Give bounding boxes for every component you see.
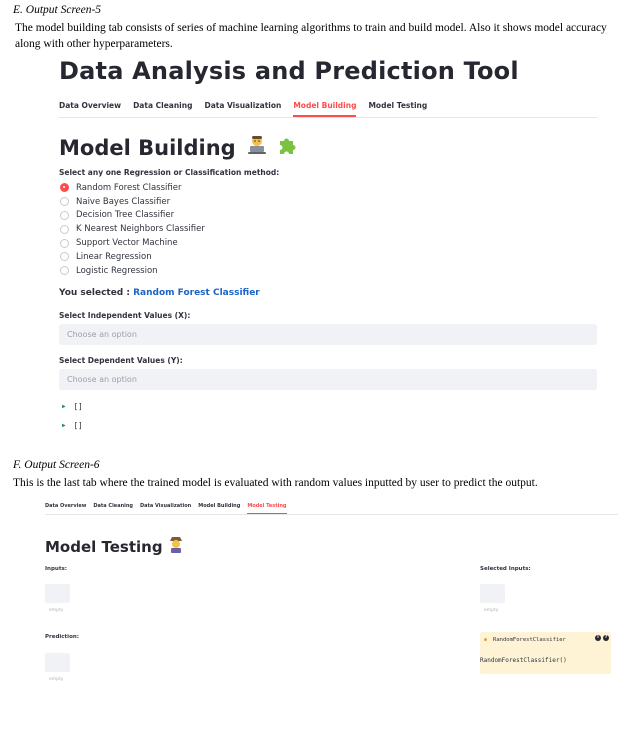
- inputs-label: Inputs:: [45, 566, 67, 572]
- tab-data-overview[interactable]: Data Overview: [45, 503, 87, 509]
- puzzle-icon: [276, 134, 298, 161]
- radio-label: Logistic Regression: [76, 265, 158, 276]
- tab-data-visualization[interactable]: Data Visualization: [139, 503, 192, 509]
- independent-label: Select Independent Values (X):: [59, 311, 191, 320]
- radio-icon[interactable]: [60, 197, 69, 206]
- radio-icon[interactable]: [60, 211, 69, 220]
- tab-bar: [59, 101, 427, 117]
- radio-option[interactable]: [60, 222, 205, 236]
- inputs-empty-text: empty: [49, 608, 64, 613]
- radio-option[interactable]: [60, 181, 205, 195]
- dependent-select[interactable]: [59, 369, 597, 390]
- tab-model-testing[interactable]: Model Testing: [247, 503, 286, 514]
- radio-label: Linear Regression: [76, 251, 152, 262]
- you-selected-label: You selected :: [59, 288, 134, 298]
- you-selected-value: Random Forest Classifier: [133, 288, 260, 298]
- radio-icon[interactable]: [60, 225, 69, 234]
- json-viewer[interactable]: [62, 402, 83, 411]
- prediction-value: RandomForestClassifier(): [480, 657, 567, 664]
- method-radio-group: [60, 181, 205, 278]
- technologist-icon: [246, 134, 268, 161]
- radio-option[interactable]: [60, 264, 205, 278]
- radio-option[interactable]: [60, 195, 205, 209]
- section-e-body: The model building tab consists of series of machine learning algorithms to train and build model. Also it shows model accuracy along with other hyperparameters.: [15, 22, 607, 50]
- tab-model-testing[interactable]: Model Testing: [368, 101, 428, 110]
- json-viewer[interactable]: [62, 421, 83, 430]
- radio-icon[interactable]: [60, 252, 69, 261]
- section-e-heading: E. Output Screen-5: [13, 4, 102, 16]
- independent-select[interactable]: [59, 324, 597, 345]
- detective-icon: [168, 535, 184, 558]
- method-prompt: Select any one Regression or Classification method:: [59, 168, 280, 177]
- tab-bar: [45, 503, 287, 514]
- radio-label: Decision Tree Classifier: [76, 210, 175, 221]
- prediction-chip: [484, 637, 566, 643]
- radio-label: Naive Bayes Classifier: [76, 196, 171, 207]
- tab-model-building[interactable]: Model Building: [293, 101, 356, 117]
- page-title: Model Building: [59, 135, 236, 160]
- tab-data-cleaning[interactable]: Data Cleaning: [133, 101, 193, 110]
- radio-label: Support Vector Machine: [76, 238, 178, 249]
- radio-selected-icon[interactable]: [60, 183, 69, 192]
- radio-option[interactable]: [60, 209, 205, 223]
- tab-model-building[interactable]: Model Building: [198, 503, 241, 509]
- prediction-label: Prediction:: [45, 634, 79, 640]
- prediction-chip-label: RandomForestClassifier: [493, 637, 566, 643]
- json-value: []: [73, 421, 83, 430]
- radio-option[interactable]: [60, 236, 205, 250]
- independent-placeholder: Choose an option: [67, 330, 137, 339]
- radio-icon[interactable]: [60, 239, 69, 248]
- info-icons: [595, 635, 609, 641]
- page-heading-row: [45, 535, 184, 558]
- bullet-icon: ●: [484, 637, 488, 643]
- section-f-heading: F. Output Screen-6: [13, 459, 100, 471]
- inputs-box[interactable]: [45, 584, 70, 603]
- you-selected-line: [59, 288, 260, 298]
- prediction-result-card: [480, 632, 611, 674]
- prediction-empty-text: empty: [49, 677, 64, 682]
- radio-label: K Nearest Neighbors Classifier: [76, 224, 205, 235]
- page-heading-row: [59, 134, 298, 161]
- expand-triangle-icon[interactable]: ▶: [62, 403, 66, 410]
- info-icon[interactable]: i: [595, 635, 601, 641]
- selected-inputs-label: Selected Inputs:: [480, 566, 531, 572]
- tab-data-overview[interactable]: Data Overview: [59, 101, 122, 110]
- radio-option[interactable]: [60, 250, 205, 264]
- app-title: Data Analysis and Prediction Tool: [59, 57, 519, 85]
- selected-inputs-empty-text: empty: [484, 608, 499, 613]
- expand-triangle-icon[interactable]: ▶: [62, 422, 66, 429]
- page-title: Model Testing: [45, 537, 163, 556]
- dependent-placeholder: Choose an option: [67, 375, 137, 384]
- selected-inputs-box: [480, 584, 505, 603]
- dependent-label: Select Dependent Values (Y):: [59, 356, 183, 365]
- tab-data-visualization[interactable]: Data Visualization: [204, 101, 282, 110]
- help-icon[interactable]: ?: [604, 635, 608, 640]
- prediction-box: [45, 653, 70, 672]
- radio-label: Random Forest Classifier: [76, 182, 182, 193]
- tab-divider: [59, 117, 597, 118]
- tab-data-cleaning[interactable]: Data Cleaning: [93, 503, 133, 509]
- section-f-body: This is the last tab where the trained model is evaluated with random values inputted by user to predict the output.: [13, 477, 538, 489]
- radio-icon[interactable]: [60, 266, 69, 275]
- json-value: []: [73, 402, 83, 411]
- tab-divider: [45, 514, 618, 515]
